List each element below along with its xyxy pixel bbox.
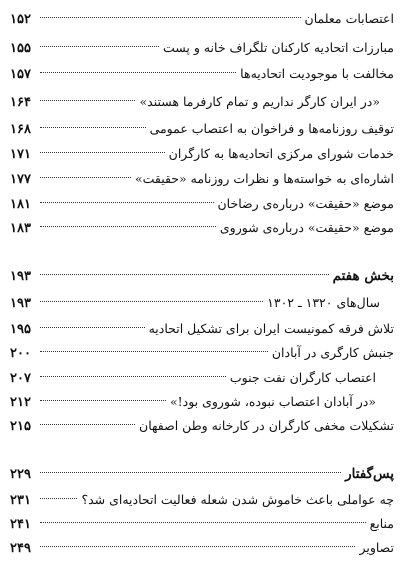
dot-leader (40, 274, 329, 275)
toc-entry-page: ۱۷۷ (10, 172, 31, 187)
toc-entry-page: ۱۵۵ (10, 41, 31, 56)
toc-entry (10, 91, 394, 113)
dot-leader (40, 424, 135, 425)
dot-leader (40, 522, 366, 523)
dot-leader (40, 127, 146, 128)
toc-entry-page: ۱۷۱ (10, 147, 31, 162)
toc-entry (10, 342, 394, 364)
toc-entry (10, 193, 394, 215)
toc-entry-title: اعتصابات معلمان (304, 11, 394, 26)
toc-entry-page: ۱۶۸ (10, 122, 31, 137)
toc-entry (10, 292, 394, 314)
toc-entry (10, 318, 394, 340)
toc-entry-title: «در ایران کارگر نداریم و تمام کارفرما هستند» (139, 94, 380, 109)
toc-entry (10, 143, 394, 165)
toc-entry-page: ۱۸۱ (10, 197, 31, 212)
dot-leader (40, 226, 216, 227)
toc-entry-page: ۱۶۴ (10, 95, 31, 110)
toc-entry-page: ۲۳۱ (10, 493, 31, 508)
toc-entry-page: ۱۹۳ (10, 269, 31, 284)
toc-entry-page: ۲۰۰ (10, 346, 31, 361)
toc-entry-title: جنبش کارگری در آبادان (271, 345, 394, 360)
toc-entry-title: تلاش فرقه کمونیست ایران برای تشکیل اتحادیه (148, 321, 394, 336)
toc-entry-page: ۲۲۹ (10, 467, 31, 482)
toc-entry (10, 391, 394, 413)
dot-leader (40, 498, 77, 499)
toc-entry-title: تشکیلات مخفی کارگران در کارخانه وطن اصفهان (139, 418, 394, 433)
toc-entry-title: خدمات شورای مرکزی اتحادیه‌ها به کارگران (168, 146, 394, 161)
toc-entry (10, 37, 394, 59)
toc-entry-title: منابع (369, 516, 394, 531)
toc-section-heading (10, 265, 394, 287)
dot-leader (40, 546, 355, 547)
dot-leader (40, 301, 263, 302)
toc-entry (10, 118, 394, 140)
toc-entry (10, 489, 394, 511)
dot-leader (40, 72, 236, 73)
toc-entry-title: موضع «حقیقت» درباره‌ی رضاخان (217, 196, 394, 211)
toc-entry (10, 367, 394, 389)
dot-leader (40, 400, 166, 401)
toc-entry-page: ۱۹۵ (10, 322, 31, 337)
toc-entry-title: «در آبادان اعتصاب نبوده، شوروی بود!» (169, 394, 376, 409)
dot-leader (40, 351, 268, 352)
dot-leader (40, 472, 341, 473)
toc-section-heading (10, 463, 394, 485)
toc-entry-title: اعتصاب کارگران نفت جنوب (229, 370, 376, 385)
dot-leader (40, 17, 301, 18)
toc-entry-page: ۲۴۱ (10, 517, 31, 532)
toc-entry (10, 168, 394, 190)
toc-entry (10, 217, 394, 239)
toc-entry-page: ۲۴۹ (10, 541, 31, 556)
toc-entry-page: ۱۸۳ (10, 221, 31, 236)
toc-entry (10, 63, 394, 85)
toc-entry-title: مخالفت با موجودیت اتحادیه‌ها (240, 66, 394, 81)
dot-leader (40, 152, 165, 153)
toc-entry-page: ۲۱۲ (10, 395, 31, 410)
dot-leader (40, 376, 226, 377)
toc-entry-page: ۱۵۲ (10, 12, 31, 27)
toc-entry-title: تصاویر (359, 540, 394, 555)
toc-entry-title: پس‌گفتار (345, 466, 394, 482)
dot-leader (40, 46, 159, 47)
dot-leader (40, 202, 214, 203)
toc-entry-title: چه عواملی باعث خاموش شدن شعله فعالیت اتحادیه‌ای شد؟ (81, 492, 394, 507)
toc-entry-title: اشاره‌ای به خواسته‌ها و نظرات روزنامه «حقیقت» (134, 171, 394, 186)
dot-leader (40, 100, 135, 101)
toc-entry (10, 537, 394, 559)
dot-leader (40, 327, 145, 328)
toc-entry-page: ۱۹۳ (10, 296, 31, 311)
toc-entry-page: ۲۱۵ (10, 419, 31, 434)
toc-entry (10, 513, 394, 535)
toc-entry-page: ۲۰۷ (10, 371, 31, 386)
toc-entry-title: سال‌های ۱۳۲۰ ـ ۱۳۰۲ (267, 295, 380, 310)
toc-entry-title: مبارزات اتحادیه کارکنان تلگراف خانه و پست (162, 40, 394, 55)
toc-entry-title: موضع «حقیقت» درباره‌ی شوروی (219, 220, 394, 235)
toc-entry (10, 8, 394, 30)
toc-entry (10, 415, 394, 437)
toc-entry-title: بخش هفتم (332, 268, 394, 284)
toc-entry-title: توقیف روزنامه‌ها و فراخوان به اعتصاب عمومی (149, 121, 394, 136)
dot-leader (40, 177, 131, 178)
toc-entry-page: ۱۵۷ (10, 67, 31, 82)
